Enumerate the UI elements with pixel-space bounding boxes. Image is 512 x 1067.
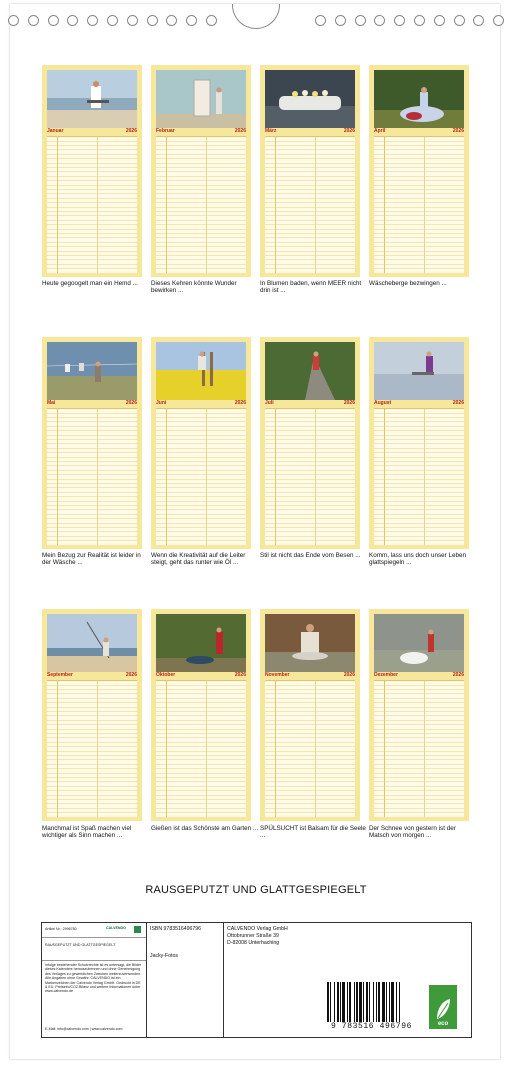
binding-hole bbox=[48, 15, 59, 26]
photo-april bbox=[374, 70, 464, 128]
binding-hole bbox=[335, 15, 346, 26]
month-name: September bbox=[47, 672, 73, 678]
caption-juli: Stil ist nicht das Ende vom Besen ... bbox=[260, 552, 361, 559]
caption-november: SPÜLSUCHT ist Balsam für die Seele ... bbox=[260, 825, 366, 840]
day-grid bbox=[265, 408, 355, 545]
photo-juni bbox=[156, 342, 246, 400]
binding-hole bbox=[355, 15, 366, 26]
month-name: Februar bbox=[156, 128, 175, 134]
leaf-icon bbox=[434, 997, 452, 1021]
month-year: 2026 bbox=[343, 400, 355, 406]
month-card-maerz bbox=[260, 65, 360, 277]
day-grid bbox=[374, 136, 464, 273]
month-card-oktober bbox=[151, 609, 251, 821]
eco-badge bbox=[429, 985, 457, 1029]
month-name: August bbox=[374, 400, 392, 406]
photo-januar bbox=[47, 70, 137, 128]
article-row bbox=[42, 923, 146, 938]
caption-april: Wäscheberge bezwingen ... bbox=[369, 280, 447, 287]
isbn-column bbox=[147, 923, 224, 1037]
month-card-dezember bbox=[369, 609, 469, 821]
binding-hole bbox=[166, 15, 177, 26]
small-title-row bbox=[42, 938, 146, 961]
photo-dezember bbox=[374, 614, 464, 672]
caption-maerz: In Blumen baden, wenn MEER nicht drin ist ... bbox=[260, 280, 362, 295]
article-number: Artikel Nr.: 2996780 bbox=[45, 927, 77, 931]
binding-hole bbox=[414, 15, 425, 26]
month-year: 2026 bbox=[452, 400, 464, 406]
publisher-column bbox=[224, 923, 304, 1037]
binding-hole bbox=[147, 15, 158, 26]
binding-hole bbox=[394, 15, 405, 26]
month-name: Oktober bbox=[156, 672, 176, 678]
small-title: RAUSGEPUTZT UND GLATTGESPIEGELT bbox=[45, 943, 116, 947]
day-grid bbox=[47, 408, 137, 545]
photo-mai bbox=[47, 342, 137, 400]
month-year: 2026 bbox=[234, 672, 246, 678]
isbn: ISBN 9783516496796 bbox=[150, 926, 202, 932]
month-name: März bbox=[265, 128, 277, 134]
month-name: Mai bbox=[47, 400, 56, 406]
contact-text: E-Mail: info@calvendo.com | www.calvendo.com bbox=[45, 1027, 123, 1031]
product-info-box bbox=[41, 922, 472, 1038]
binding-hole bbox=[87, 15, 98, 26]
publisher: CALVENDO Verlag GmbH bbox=[227, 926, 288, 932]
month-name: Dezember bbox=[374, 672, 398, 678]
photo-september bbox=[47, 614, 137, 672]
caption-juni: Wenn die Kreativität auf die Leiter steigt, geht das runter wie Öl ... bbox=[151, 552, 246, 567]
month-card-november bbox=[260, 609, 360, 821]
binding-hole bbox=[186, 15, 197, 26]
month-year: 2026 bbox=[343, 672, 355, 678]
photo-oktober bbox=[156, 614, 246, 672]
month-card-juli bbox=[260, 337, 360, 549]
day-grid bbox=[265, 136, 355, 273]
binding-hole bbox=[473, 15, 484, 26]
binding-hole bbox=[493, 15, 504, 26]
binding-hole bbox=[107, 15, 118, 26]
legal-text: Infolge bestehender Schutzrechte ist es untersagt, die Bilder dieses Kalenders herauszutrennen und ohne Genehmigung des Verlages zu gewerblichen Zwecken weiterzuverwenden. Alle Angaben ohne Gewähr. CALVENDO ist ein Markenzeichen der Calvendo Verlag GmbH. Gedruckt in DE & EU. Preisinfo/CO2-Bilanz und weitere Informationen unter www.calvendo.de bbox=[45, 963, 142, 994]
photo-november bbox=[265, 614, 355, 672]
day-grid bbox=[156, 136, 246, 273]
month-name: Juni bbox=[156, 400, 167, 406]
binding-hole bbox=[206, 15, 217, 26]
binding-hole bbox=[28, 15, 39, 26]
caption-oktober: Gießen ist das Schönste am Garten ... bbox=[151, 825, 259, 832]
month-name: November bbox=[265, 672, 290, 678]
binding-hole bbox=[434, 15, 445, 26]
month-year: 2026 bbox=[343, 128, 355, 134]
binding-hole bbox=[454, 15, 465, 26]
caption-dezember: Der Schnee von gestern ist der Matsch von morgen ... bbox=[369, 825, 456, 840]
month-name: Juli bbox=[265, 400, 274, 406]
calendar-title: RAUSGEPUTZT UND GLATTGESPIEGELT bbox=[145, 884, 367, 896]
day-grid bbox=[374, 408, 464, 545]
month-year: 2026 bbox=[234, 128, 246, 134]
month-year: 2026 bbox=[125, 400, 137, 406]
brand-mark-icon bbox=[134, 926, 141, 933]
photo-juli bbox=[265, 342, 355, 400]
month-card-juni bbox=[151, 337, 251, 549]
month-year: 2026 bbox=[125, 128, 137, 134]
day-grid bbox=[156, 408, 246, 545]
photo-maerz bbox=[265, 70, 355, 128]
day-grid bbox=[47, 136, 137, 273]
caption-februar: Dieses Kehren könnte Wunder bewirken ... bbox=[151, 280, 237, 295]
brand-logo: CALVENDO bbox=[106, 926, 126, 930]
barcode-digits: 9 783516 496796 bbox=[331, 1022, 413, 1031]
month-year: 2026 bbox=[234, 400, 246, 406]
month-year: 2026 bbox=[452, 672, 464, 678]
month-card-januar bbox=[42, 65, 142, 277]
city: D-82008 Unterhaching bbox=[227, 940, 280, 946]
month-card-februar bbox=[151, 65, 251, 277]
photo-februar bbox=[156, 70, 246, 128]
month-year: 2026 bbox=[452, 128, 464, 134]
binding-hole bbox=[127, 15, 138, 26]
month-card-september bbox=[42, 609, 142, 821]
eco-label: eco bbox=[437, 1021, 449, 1027]
binding-hole bbox=[315, 15, 326, 26]
photo-august bbox=[374, 342, 464, 400]
month-year: 2026 bbox=[125, 672, 137, 678]
binding-hole bbox=[67, 15, 78, 26]
caption-januar: Heute gegoogelt man ein Hemd ... bbox=[42, 280, 138, 287]
day-grid bbox=[265, 680, 355, 817]
day-grid bbox=[374, 680, 464, 817]
binding-hole bbox=[8, 15, 19, 26]
day-grid bbox=[156, 680, 246, 817]
month-card-april bbox=[369, 65, 469, 277]
street: Ottobrunner Straße 39 bbox=[227, 933, 279, 939]
caption-august: Komm, lass uns doch unser Leben glattspiegeln ... bbox=[369, 552, 466, 567]
binding-hole bbox=[374, 15, 385, 26]
month-name: Januar bbox=[47, 128, 64, 134]
month-card-august bbox=[369, 337, 469, 549]
caption-september: Manchmal ist Spaß machen viel wichtiger als Sinn machen ... bbox=[42, 825, 132, 840]
month-card-mai bbox=[42, 337, 142, 549]
day-grid bbox=[47, 680, 137, 817]
legal-column bbox=[42, 923, 147, 1037]
author: Jacky-Fotos bbox=[150, 953, 178, 959]
month-name: April bbox=[374, 128, 386, 134]
caption-mai: Mein Bezug zur Realität ist leider in der Wäsche ... bbox=[42, 552, 141, 567]
